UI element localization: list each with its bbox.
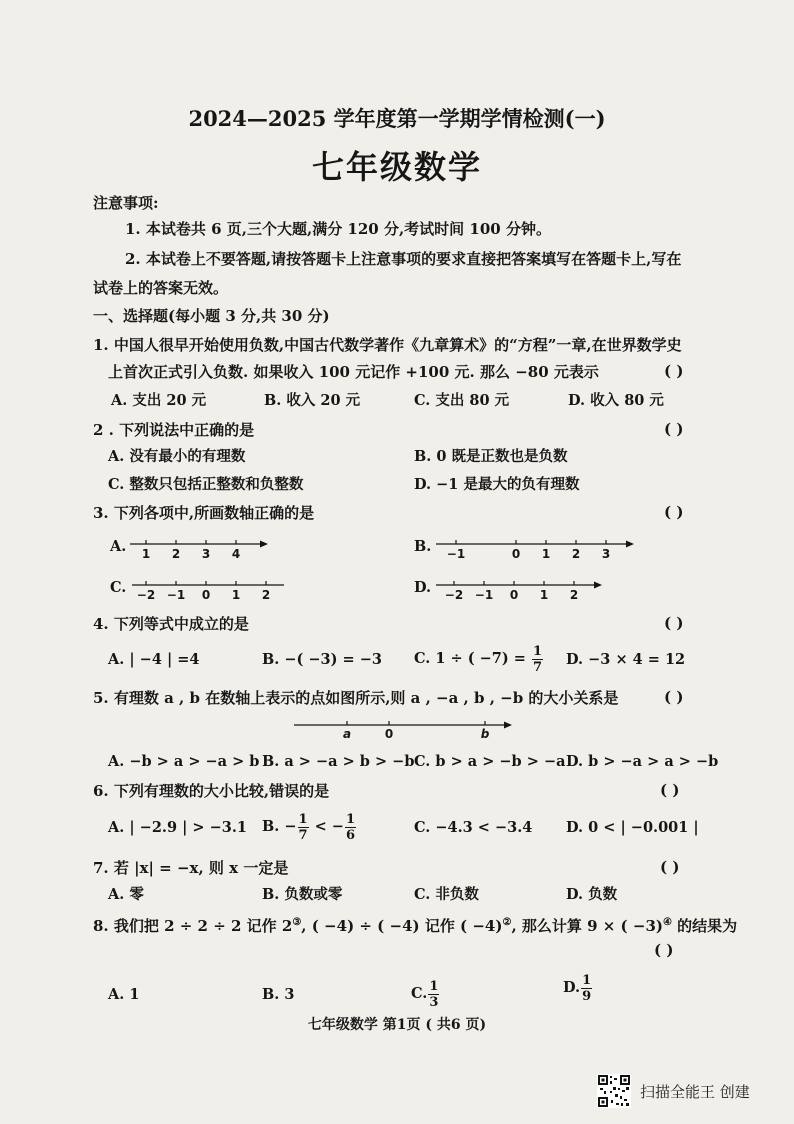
page-footer: 七年级数学 第1页 ( 共6 页) (307, 1017, 487, 1033)
question-7-stem: 7. 若 |x| = −x, 则 x 一定是 (93, 859, 289, 877)
tick-label: 2 (261, 588, 271, 602)
answer-paren: ( ) (664, 420, 684, 438)
fraction-numerator: 1 (298, 811, 308, 827)
q5-option-a: A. −b > a > −a > b (108, 753, 260, 770)
q8-option-d (563, 972, 593, 1004)
tick-label: 0 (509, 588, 519, 602)
answer-paren: ( ) (664, 503, 684, 521)
fraction-denominator: 6 (345, 827, 356, 843)
q8-option-d-label: D. (563, 979, 581, 996)
exponent: ③ (292, 917, 302, 928)
fraction (581, 974, 592, 1003)
number-line-d (432, 576, 607, 606)
q6-option-b (262, 811, 357, 843)
question-1-stem: 1. 中国人很早开始使用负数,中国古代数学著作《九章算术》的“方程”一章,在世界数学史 (93, 336, 682, 354)
tick-label: 0 (511, 547, 521, 561)
q2-option-b: B. 0 既是正数也是负数 (414, 448, 568, 465)
q7-option-c: C. 非负数 (414, 886, 479, 903)
question-6-stem: 6. 下列有理数的大小比较,错误的是 (93, 782, 330, 800)
fraction-numerator: 1 (582, 972, 592, 988)
q8-stem-part: 8. 我们把 2 ÷ 2 ÷ 2 记作 2 (93, 917, 293, 935)
q8-option-b: B. 3 (262, 986, 295, 1003)
fraction-numerator: 1 (345, 811, 356, 827)
tick-label: −1 (474, 588, 494, 602)
q3-option-d: D. (414, 579, 432, 596)
q5-option-c: C. b > a > −b > −a (414, 753, 566, 770)
q5-option-b: B. a > −a > b > −b (262, 753, 415, 770)
q4-option-a: A. | −4 | =4 (108, 651, 200, 668)
question-4-stem: 4. 下列等式中成立的是 (93, 615, 249, 633)
question-8-stem (93, 913, 737, 936)
q8-option-c-label: C. (411, 985, 428, 1002)
answer-paren: ( ) (664, 688, 684, 706)
q2-option-a: A. 没有最小的有理数 (108, 448, 246, 465)
tick-label: 1 (231, 588, 241, 602)
fraction (428, 980, 439, 1009)
fraction (345, 813, 356, 842)
q8-stem-part: , 那么计算 9 × ( −3) (511, 917, 663, 935)
tick-label: 3 (601, 547, 611, 561)
answer-paren: ( ) (664, 614, 684, 632)
q3-option-b: B. (414, 538, 432, 555)
q1-option-a: A. 支出 20 元 (111, 392, 207, 409)
q2-option-d: D. −1 是最大的负有理数 (414, 476, 580, 493)
q8-option-a: A. 1 (108, 986, 140, 1003)
number-line-c (130, 576, 290, 606)
q3-option-a: A. (110, 538, 127, 555)
tick-label: −2 (136, 588, 156, 602)
tick-label: 3 (201, 547, 211, 561)
answer-paren: ( ) (660, 781, 680, 799)
q8-stem-part: 的结果为 (671, 917, 738, 935)
fraction-denominator: 7 (532, 659, 543, 675)
point-label-a: a (342, 727, 352, 741)
q7-option-d: D. 负数 (566, 886, 618, 903)
watermark-text: 扫描全能王 创建 (640, 1083, 750, 1101)
fraction-numerator: 1 (429, 978, 439, 994)
q6-option-c: C. −4.3 < −3.4 (414, 819, 533, 836)
q3-option-c: C. (110, 579, 127, 596)
q1-option-b: B. 收入 20 元 (264, 392, 361, 409)
exam-header-line: 2024—2025 学年度第一学期学情检测(一) (188, 106, 606, 131)
number-line-a (128, 536, 273, 566)
notice-title: 注意事项: (93, 194, 159, 212)
notice-item-1: 1. 本试卷共 6 页,三个大题,满分 120 分,考试时间 100 分钟。 (125, 220, 551, 238)
tick-label: −2 (444, 588, 464, 602)
answer-paren: ( ) (660, 858, 680, 876)
point-label-zero: 0 (384, 727, 394, 741)
question-2-stem: 2 . 下列说法中正确的是 (93, 421, 255, 439)
tick-label: 2 (171, 547, 181, 561)
question-5-stem: 5. 有理数 a , b 在数轴上表示的点如图所示,则 a , −a , b , −b 的大小关系是 (93, 689, 619, 707)
q5-option-d: D. b > −a > a > −b (566, 753, 719, 770)
answer-paren: ( ) (664, 362, 684, 380)
exponent: ② (502, 917, 512, 928)
q2-option-c: C. 整数只包括正整数和负整数 (108, 476, 304, 493)
tick-label: 0 (201, 588, 211, 602)
fraction-denominator: 9 (582, 988, 592, 1004)
fraction (532, 645, 543, 674)
tick-label: −1 (166, 588, 186, 602)
q8-option-c (411, 978, 440, 1010)
q6-option-b-prefix: B. − (262, 818, 297, 835)
tick-label: 1 (539, 588, 549, 602)
question-3-stem: 3. 下列各项中,所画数轴正确的是 (93, 504, 315, 522)
q8-stem-part: , ( −4) ÷ ( −4) 记作 ( −4) (301, 917, 503, 935)
exam-subject-title: 七年级数学 (311, 148, 482, 186)
point-label-b: b (480, 727, 490, 741)
q4-option-b: B. −( −3) = −3 (262, 651, 382, 668)
notice-item-2-cont: 试卷上的答案无效。 (93, 279, 229, 297)
number-line-b (432, 535, 637, 565)
q1-option-d: D. 收入 80 元 (568, 392, 664, 409)
exponent: ④ (662, 917, 672, 928)
q1-option-c: C. 支出 80 元 (414, 392, 510, 409)
q7-option-a: A. 零 (108, 886, 144, 903)
tick-label: 2 (569, 588, 579, 602)
q4-option-c-text: C. 1 ÷ ( −7) = (414, 650, 526, 667)
tick-label: 4 (231, 547, 241, 561)
fraction-denominator: 3 (429, 994, 439, 1010)
notice-item-2: 2. 本试卷上不要答题,请按答题卡上注意事项的要求直接把答案填写在答题卡上,写在 (125, 250, 682, 268)
q4-option-d: D. −3 × 4 = 12 (566, 651, 686, 668)
section-title: 一、选择题(每小题 3 分,共 30 分) (93, 307, 330, 325)
tick-label: 1 (141, 547, 151, 561)
tick-label: 2 (571, 547, 581, 561)
number-line-ab (292, 716, 517, 744)
qr-code-icon (597, 1074, 631, 1108)
tick-label: 1 (541, 547, 551, 561)
fraction-denominator: 7 (298, 827, 308, 843)
q7-option-b: B. 负数或零 (262, 886, 343, 903)
q4-option-c (414, 643, 544, 675)
tick-label: −1 (446, 547, 466, 561)
q6-option-a: A. | −2.9 | > −3.1 (108, 819, 247, 836)
q6-option-d: D. 0 < | −0.001 | (566, 819, 699, 836)
question-1-stem-cont: 上首次正式引入负数. 如果收入 100 元记作 +100 元. 那么 −80 元表示 (108, 363, 599, 381)
fraction (298, 813, 309, 842)
answer-paren: ( ) (654, 941, 674, 959)
fraction-numerator: 1 (532, 643, 543, 659)
q6-option-b-middle: < − (309, 818, 344, 835)
